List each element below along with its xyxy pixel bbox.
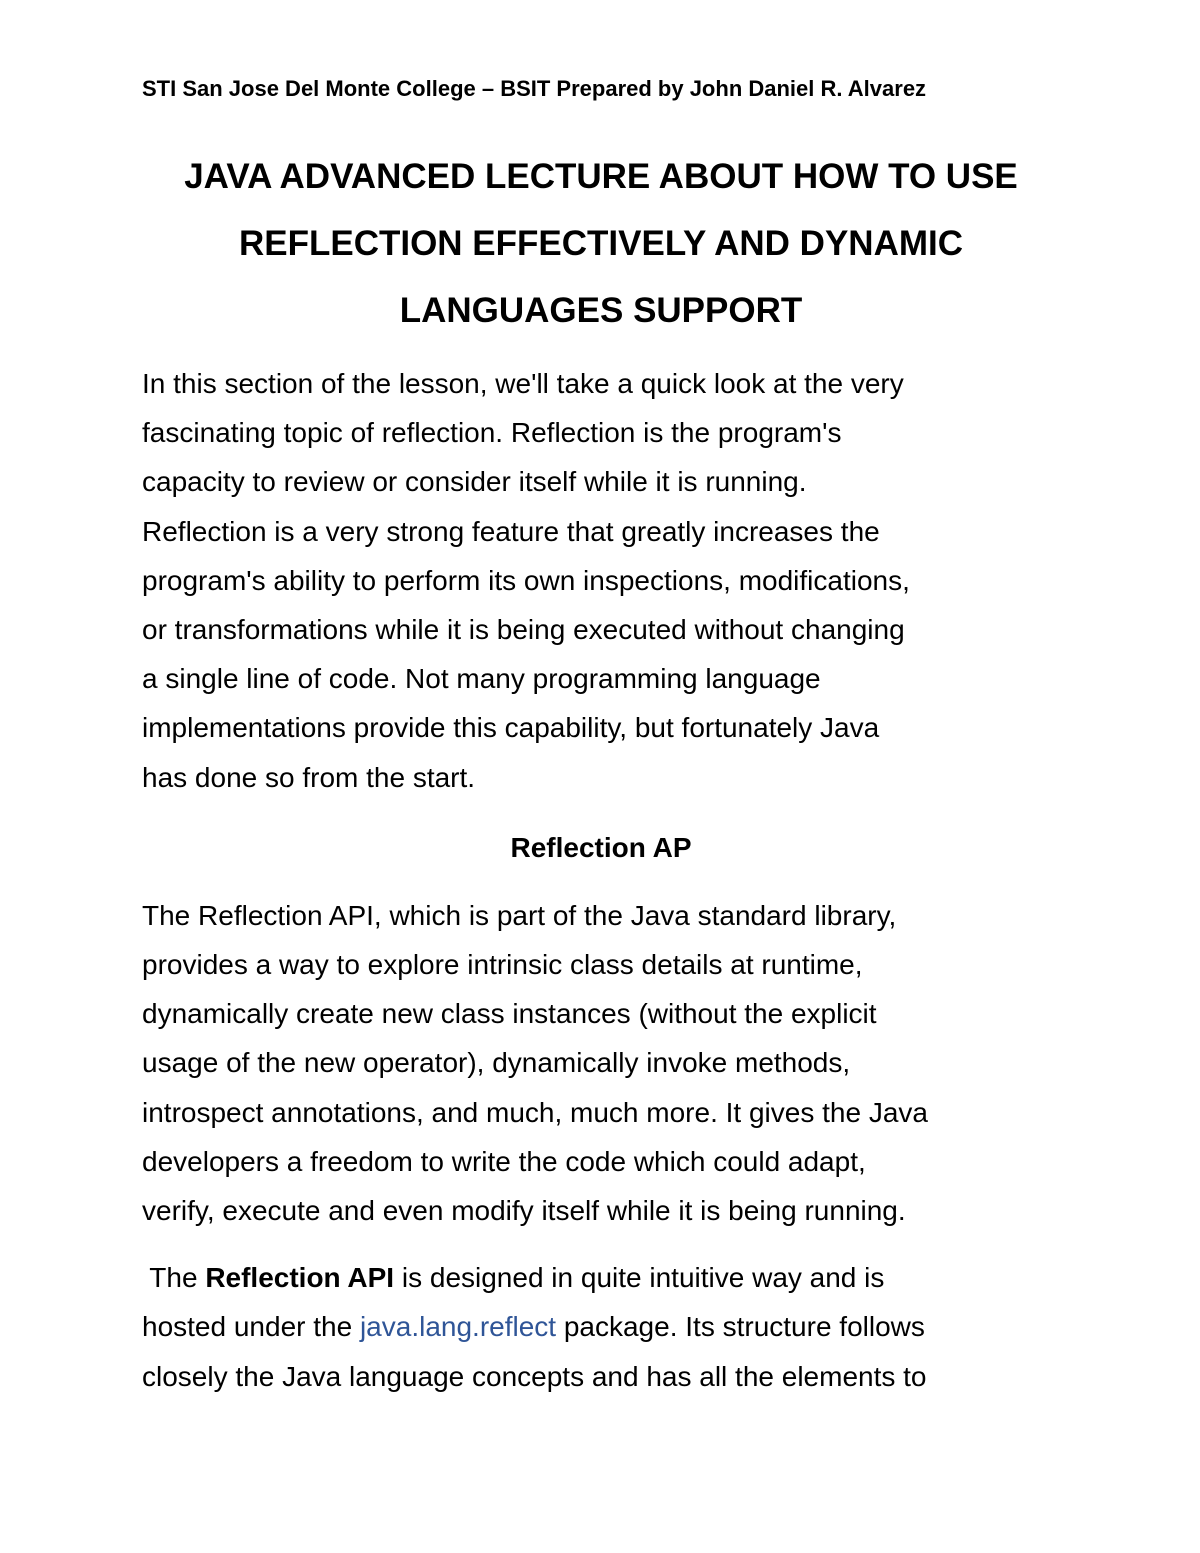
text-run: hosted under the [142, 1311, 360, 1343]
paragraph-line: developers a freedom to write the code which could adapt, [142, 1145, 866, 1177]
paragraph-line: implementations provide this capability, but fortunately Java [142, 712, 880, 744]
paragraph-line: has done so from the start. [142, 761, 476, 793]
document-title [142, 143, 1060, 344]
text-run: The [142, 1262, 206, 1294]
paragraph-line: a single line of code. Not many programming language [142, 663, 821, 695]
paragraph-line: introspect annotations, and much, much more. It gives the Java [142, 1096, 928, 1128]
paragraph-line: usage of the new operator), dynamically invoke methods, [142, 1047, 851, 1079]
section-heading: Reflection AP [510, 831, 692, 863]
text-run: is designed in quite intuitive way and is [394, 1262, 885, 1294]
paragraph-line: capacity to review or consider itself while it is running. [142, 466, 807, 498]
paragraph-line: Reflection is a very strong feature that greatly increases the [142, 515, 880, 547]
bold-term: Reflection API [205, 1262, 395, 1294]
paragraph-line: closely the Java language concepts and has all the elements to [142, 1360, 927, 1392]
paragraph-line [142, 1253, 1060, 1302]
title-line: LANGUAGES SUPPORT [399, 291, 803, 330]
paragraph-line: program's ability to perform its own inspections, modifications, [142, 564, 910, 596]
package-link[interactable]: java.lang.reflect [359, 1311, 557, 1343]
paragraph-line: The Reflection API, which is part of the Java standard library, [142, 899, 897, 931]
paragraph-line: or transformations while it is being executed without changing [142, 614, 905, 646]
paragraph-line: verify, execute and even modify itself while it is being running. [142, 1195, 906, 1227]
title-line: JAVA ADVANCED LECTURE ABOUT HOW TO USE [184, 157, 1018, 196]
paragraph-line: provides a way to explore intrinsic class details at runtime, [142, 949, 863, 981]
paragraph-line: In this section of the lesson, we'll take a quick look at the very [142, 368, 904, 399]
api-paragraph [142, 891, 1060, 1235]
text-run: package. Its structure follows [556, 1311, 925, 1343]
design-paragraph [142, 1253, 1060, 1401]
paragraph-line: dynamically create new class instances (without the explicit [142, 998, 877, 1030]
intro-paragraph [142, 359, 1060, 802]
title-line: REFLECTION EFFECTIVELY AND DYNAMIC [238, 224, 964, 263]
paragraph-line: fascinating topic of reflection. Reflection is the program's [142, 417, 842, 449]
paragraph-line [142, 1302, 1060, 1351]
page-header: STI San Jose Del Monte College – BSIT Prepared by John Daniel R. Alvarez [142, 76, 927, 101]
